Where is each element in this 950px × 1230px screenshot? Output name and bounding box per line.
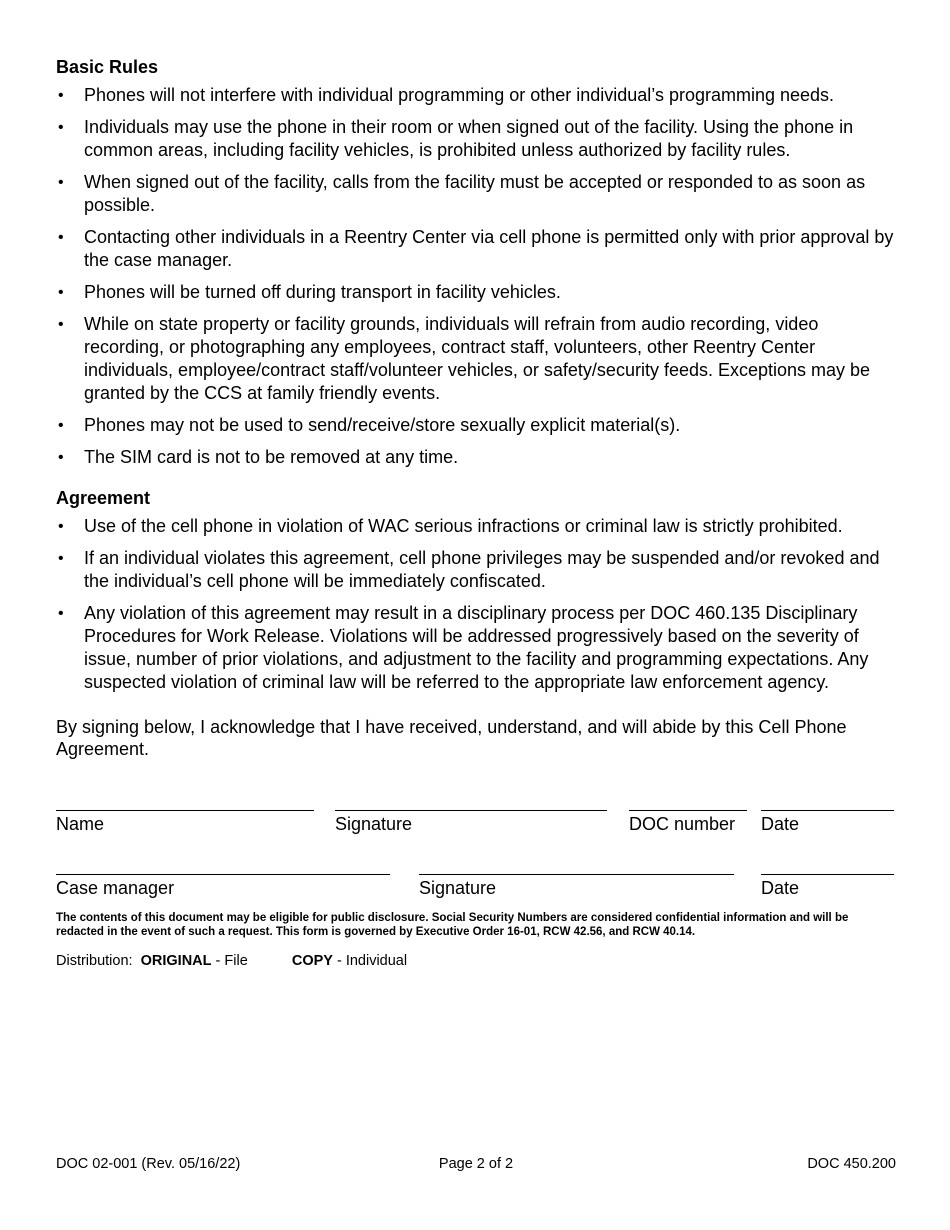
date-label: Date xyxy=(761,814,800,834)
list-item: • When signed out of the facility, calls from the facility must be accepted or responded to as soon as possible. xyxy=(56,171,896,217)
list-item: • Phones will not interfere with individual programming or other individual’s programming needs. xyxy=(56,84,896,107)
list-item: • Phones will be turned off during transport in facility vehicles. xyxy=(56,281,896,304)
name-field[interactable] xyxy=(56,810,314,835)
signature-row-1 xyxy=(56,760,896,835)
policy-number: DOC 450.200 xyxy=(807,1156,896,1172)
agreement-heading: Agreement xyxy=(56,488,151,508)
disclaimer-text: The contents of this document may be eligible for public disclosure. Social Security Numbers are considered confidential information and will be redacted in the event of such a request. This form is governed by Executive Order 16-01, RCW 42.56, and RCW 40.14. xyxy=(56,912,849,938)
list-item: • Contacting other individuals in a Reentry Center via cell phone is permitted only with prior approval by the case manager. xyxy=(56,226,896,272)
signature-row-2 xyxy=(56,835,896,899)
document-page xyxy=(56,56,896,969)
case-manager-signature-field[interactable] xyxy=(419,874,734,899)
list-item: • Use of the cell phone in violation of WAC serious infractions or criminal law is strictly prohibited. xyxy=(56,515,896,538)
case-manager-label: Case manager xyxy=(56,878,175,898)
signature-label: Signature xyxy=(335,814,413,834)
distribution-original-dest: - File xyxy=(215,953,248,969)
basic-rules-list xyxy=(56,84,896,469)
acknowledgement-text: By signing below, I acknowledge that I have received, understand, and will abide by this Cell Phone Agreement. xyxy=(56,717,847,759)
case-manager-date-field[interactable] xyxy=(761,874,894,899)
case-manager-field[interactable] xyxy=(56,874,390,899)
list-item: • While on state property or facility grounds, individuals will refrain from audio recording, video recording, or photographing any employees, contract staff, volunteers, other Reentry Center individuals, employee/contract staff/volunteer vehicles, or safety/security feeds. Exceptions may be granted by the CCS at family friendly events. xyxy=(56,313,896,405)
distribution-copy: COPY xyxy=(291,953,333,969)
list-item: • If an individual violates this agreement, cell phone privileges may be suspended and/or revoked and the individual’s cell phone will be immediately confiscated. xyxy=(56,547,896,593)
agreement-list xyxy=(56,515,896,694)
list-item: • The SIM card is not to be removed at any time. xyxy=(56,446,896,469)
distribution-label: Distribution: xyxy=(56,953,133,969)
list-item: • Individuals may use the phone in their room or when signed out of the facility. Using the phone in common areas, including facility vehicles, is prohibited unless authorized by facility rules. xyxy=(56,116,896,162)
distribution-original: ORIGINAL xyxy=(140,953,212,969)
date-field[interactable] xyxy=(761,810,894,835)
case-manager-signature-label: Signature xyxy=(419,878,497,898)
distribution-line xyxy=(56,953,896,969)
distribution-copy-dest: - Individual xyxy=(336,953,408,969)
signature-field[interactable] xyxy=(335,810,607,835)
list-item: • Any violation of this agreement may result in a disciplinary process per DOC 460.135 Disciplinary Procedures for Work Release. Violations will be addressed progressively based on the severity of issue, number of prior violations, and adjustment to the facility and programming expectations. Any suspected violation of criminal law will be referred to the appropriate law enforcement agency. xyxy=(56,602,896,694)
page-number: Page 2 of 2 xyxy=(438,1156,514,1172)
doc-number-field[interactable] xyxy=(629,810,747,835)
basic-rules-heading: Basic Rules xyxy=(56,57,159,77)
form-id: DOC 02-001 (Rev. 05/16/22) xyxy=(56,1156,241,1172)
doc-number-label: DOC number xyxy=(629,814,736,834)
name-label: Name xyxy=(56,814,105,834)
list-item: • Phones may not be used to send/receive/store sexually explicit material(s). xyxy=(56,414,896,437)
case-manager-date-label: Date xyxy=(761,878,800,898)
